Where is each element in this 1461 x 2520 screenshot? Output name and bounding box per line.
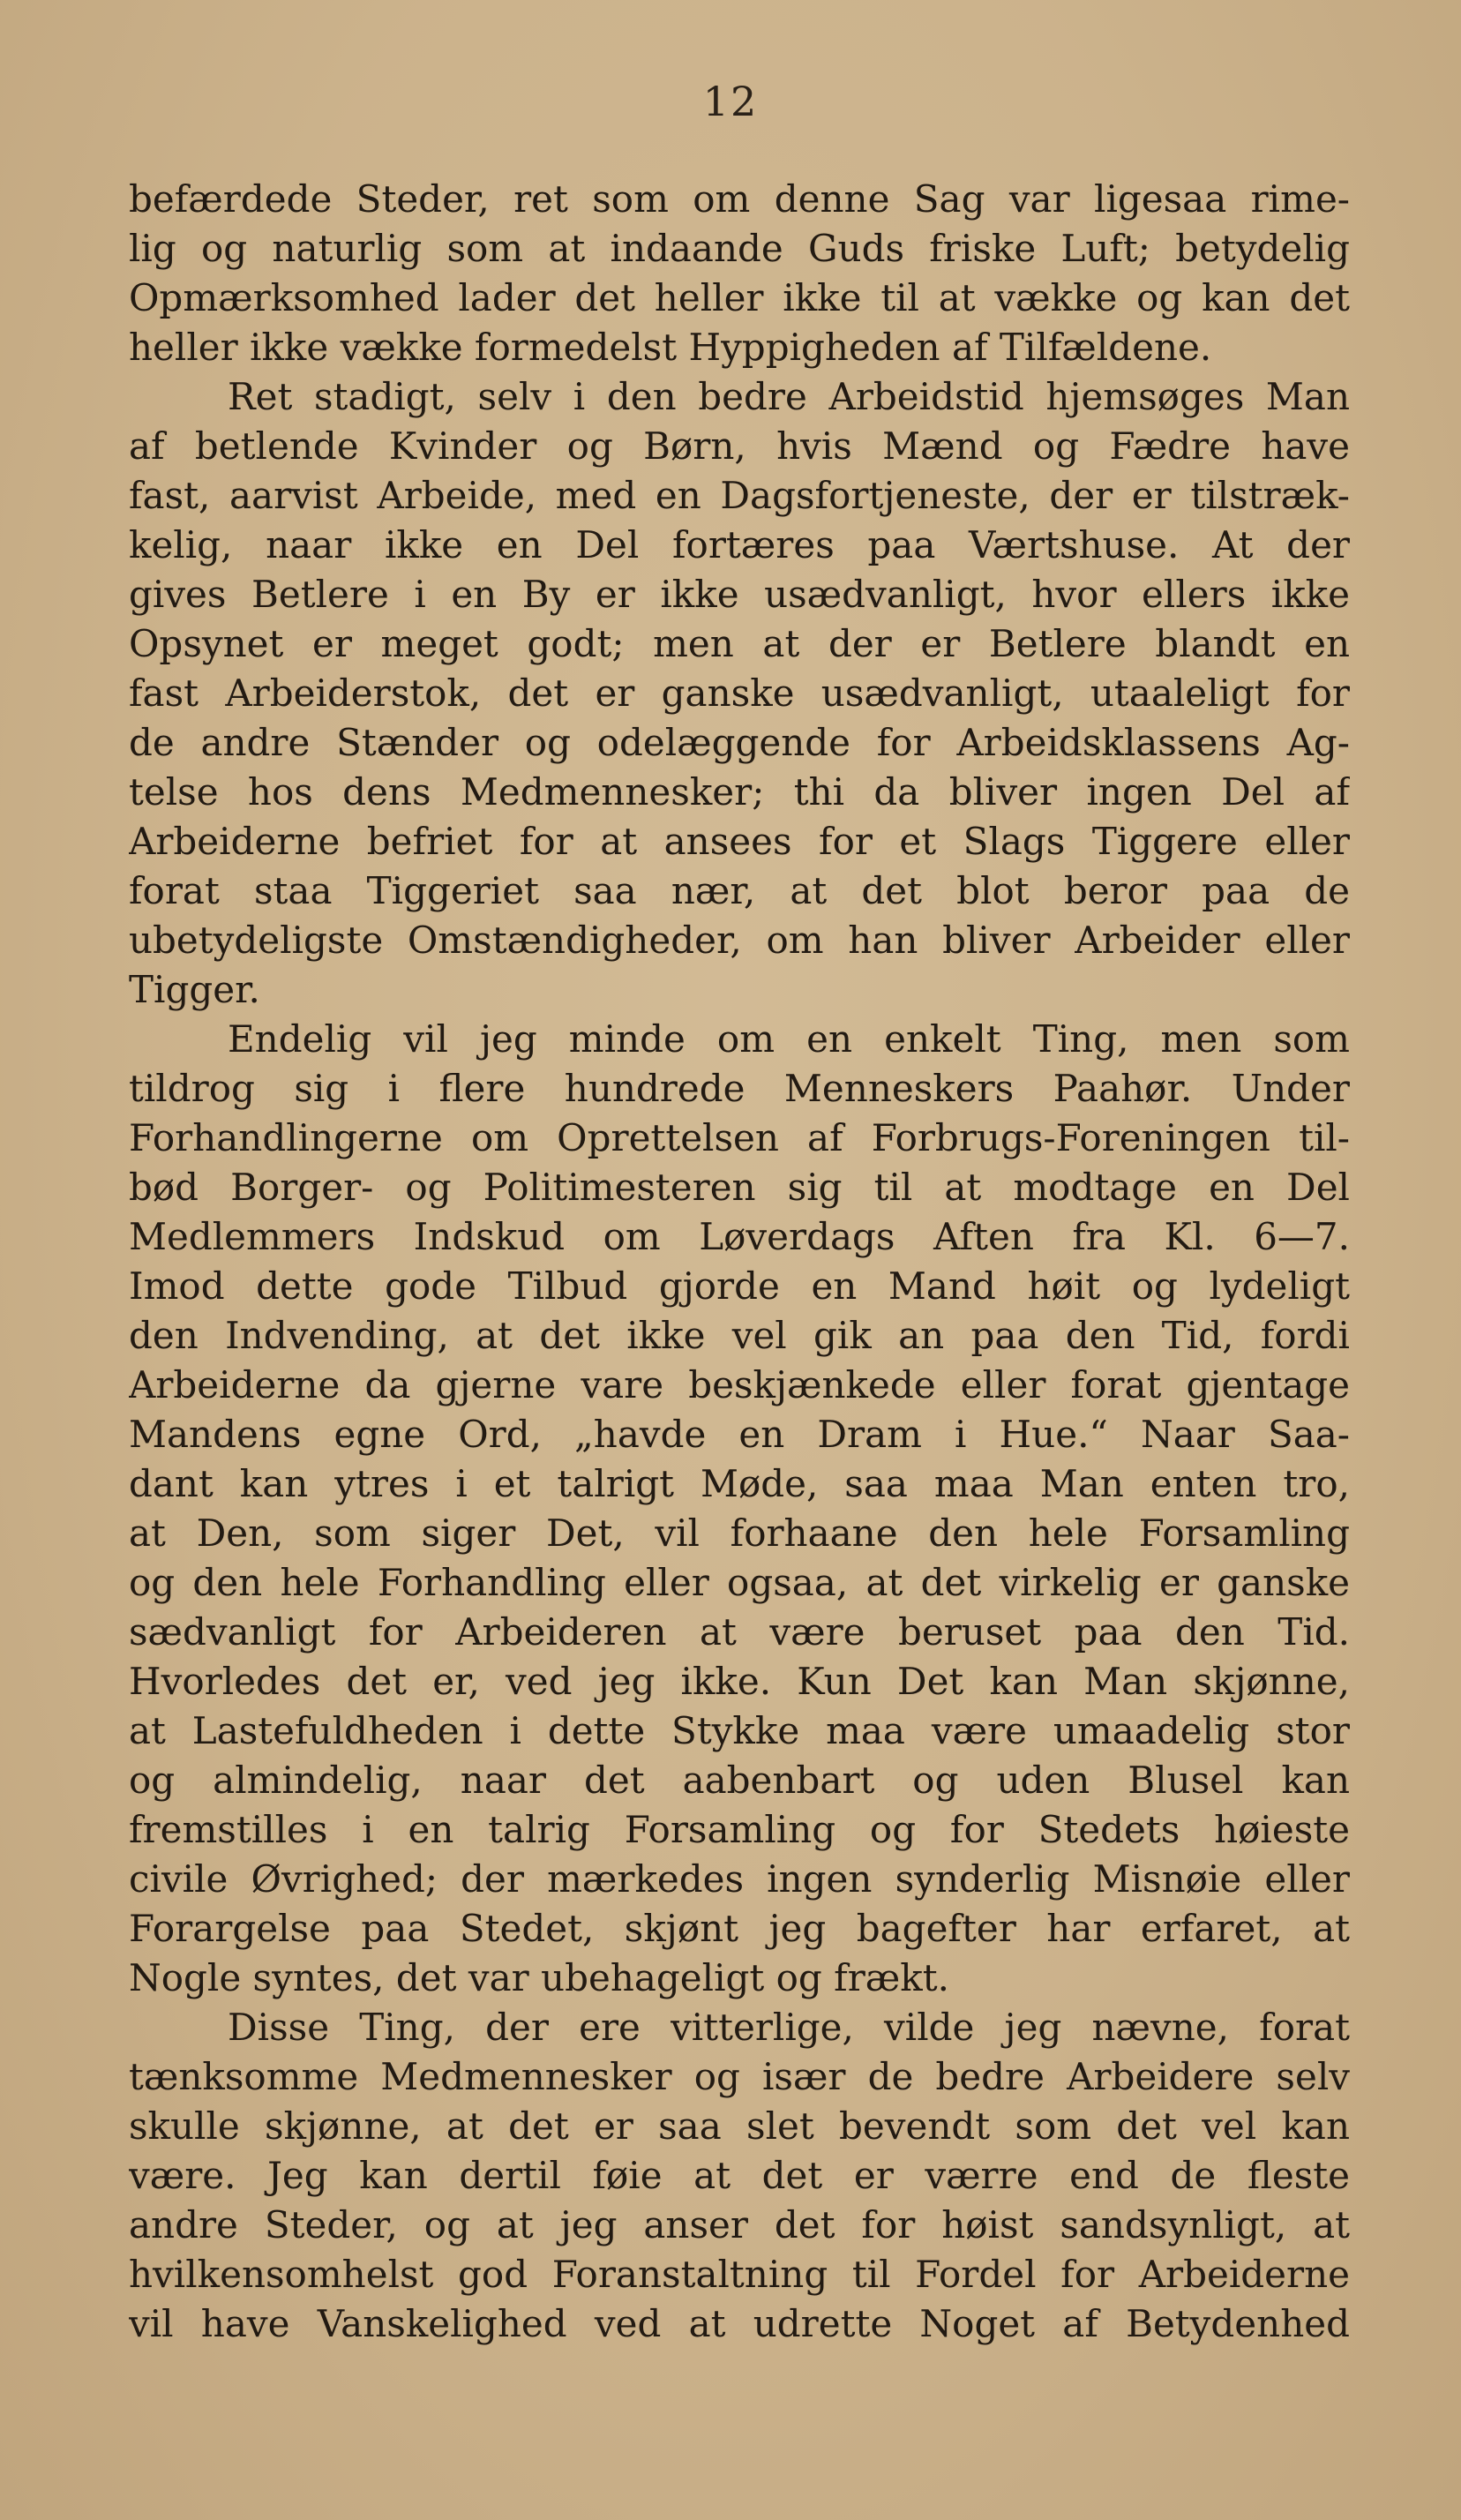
text-line: den Indvending, at det ikke vel gik an paa den Tid, fordi [129, 1314, 1350, 1357]
text-line: Tigger. [129, 968, 260, 1011]
text-line: tildrog sig i flere hundrede Menneskers Paahør. Under [129, 1067, 1350, 1110]
text-line: civile Øvrighed; der mærkedes ingen synderlig Misnøie eller [129, 1857, 1350, 1901]
text-line: befærdede Steder, ret som om denne Sag var ligesaa rime- [129, 177, 1350, 221]
text-line: skulle skjønne, at det er saa slet bevendt som det vel kan [129, 2104, 1350, 2148]
text-line: kelig, naar ikke en Del fortæres paa Værtshuse. At der [129, 523, 1350, 566]
text-line: Disse Ting, der ere vitterlige, vilde jeg nævne, forat [228, 2006, 1350, 2049]
text-line: Arbeiderne da gjerne vare beskjænkede eller forat gjentage [129, 1363, 1350, 1406]
text-line: gives Betlere i en By er ikke usædvanligt, hvor ellers ikke [129, 573, 1350, 616]
text-line: Forhandlingerne om Oprettelsen af Forbrugs-Foreningen til- [129, 1116, 1350, 1159]
text-line: heller ikke vække formedelst Hyppigheden af Tilfældene. [129, 326, 1212, 369]
text-line: telse hos dens Medmennesker; thi da bliver ingen Del af [129, 770, 1350, 814]
text-line: bød Borger- og Politimesteren sig til at modtage en Del [129, 1166, 1350, 1209]
text-line: fast, aarvist Arbeide, med en Dagsfortjeneste, der er tilstræk- [129, 474, 1350, 517]
text-line: Ret stadigt, selv i den bedre Arbeidstid hjemsøges Man [228, 375, 1350, 418]
text-line: andre Steder, og at jeg anser det for høist sandsynligt, at [129, 2203, 1350, 2246]
text-line: og den hele Forhandling eller ogsaa, at det virkelig er ganske [129, 1561, 1350, 1604]
text-line: Opmærksomhed lader det heller ikke til at vække og kan det [129, 276, 1350, 319]
text-line: Imod dette gode Tilbud gjorde en Mand høit og lydeligt [129, 1264, 1350, 1308]
text-line: sædvanligt for Arbeideren at være beruset paa den Tid. [129, 1610, 1350, 1654]
text-line: forat staa Tiggeriet saa nær, at det blot beror paa de [129, 869, 1350, 912]
text-line: de andre Stænder og odelæggende for Arbeidsklassens Ag- [129, 721, 1350, 764]
text-line: af betlende Kvinder og Børn, hvis Mænd og Fædre have [129, 424, 1350, 468]
text-line: tænksomme Medmennesker og især de bedre Arbeidere selv [129, 2055, 1350, 2098]
text-line: Nogle syntes, det var ubehageligt og frækt. [129, 1956, 949, 1999]
page-number: 12 [702, 78, 759, 125]
text-line: Mandens egne Ord, „havde en Dram i Hue.“ Naar Saa- [129, 1413, 1350, 1456]
text-line: Opsynet er meget godt; men at der er Betlere blandt en [129, 622, 1350, 665]
text-line: være. Jeg kan dertil føie at det er værre end de fleste [129, 2154, 1350, 2197]
text-line: at Den, som siger Det, vil forhaane den hele Forsamling [129, 1511, 1350, 1555]
text-line: Forargelse paa Stedet, skjønt jeg bagefter har erfaret, at [129, 1907, 1350, 1950]
text-line: Endelig vil jeg minde om en enkelt Ting, men som [228, 1017, 1350, 1061]
text-line: dant kan ytres i et talrigt Møde, saa maa Man enten tro, [129, 1462, 1350, 1505]
text-line: lig og naturlig som at indaande Guds friske Luft; betydelig [129, 227, 1350, 270]
text-line: vil have Vanskelighed ved at udrette Noget af Betydenhed [129, 2302, 1350, 2345]
text-line: fremstilles i en talrig Forsamling og for Stedets høieste [129, 1808, 1350, 1851]
text-line: fast Arbeiderstok, det er ganske usædvanligt, utaaleligt for [129, 671, 1350, 715]
body-text [129, 175, 1350, 2349]
text-line: Hvorledes det er, ved jeg ikke. Kun Det kan Man skjønne, [129, 1660, 1350, 1703]
text-line: hvilkensomhelst god Foranstaltning til Fordel for Arbeiderne [129, 2253, 1350, 2296]
text-line: ubetydeligste Omstændigheder, om han bliver Arbeider eller [129, 919, 1350, 962]
text-line: Arbeiderne befriet for at ansees for et Slags Tiggere eller [129, 820, 1350, 863]
text-line: og almindelig, naar det aabenbart og uden Blusel kan [129, 1759, 1350, 1802]
text-line: Medlemmers Indskud om Løverdags Aften fra Kl. 6—7. [129, 1215, 1350, 1258]
text-line: at Lastefuldheden i dette Stykke maa være umaadelig stor [129, 1709, 1350, 1752]
